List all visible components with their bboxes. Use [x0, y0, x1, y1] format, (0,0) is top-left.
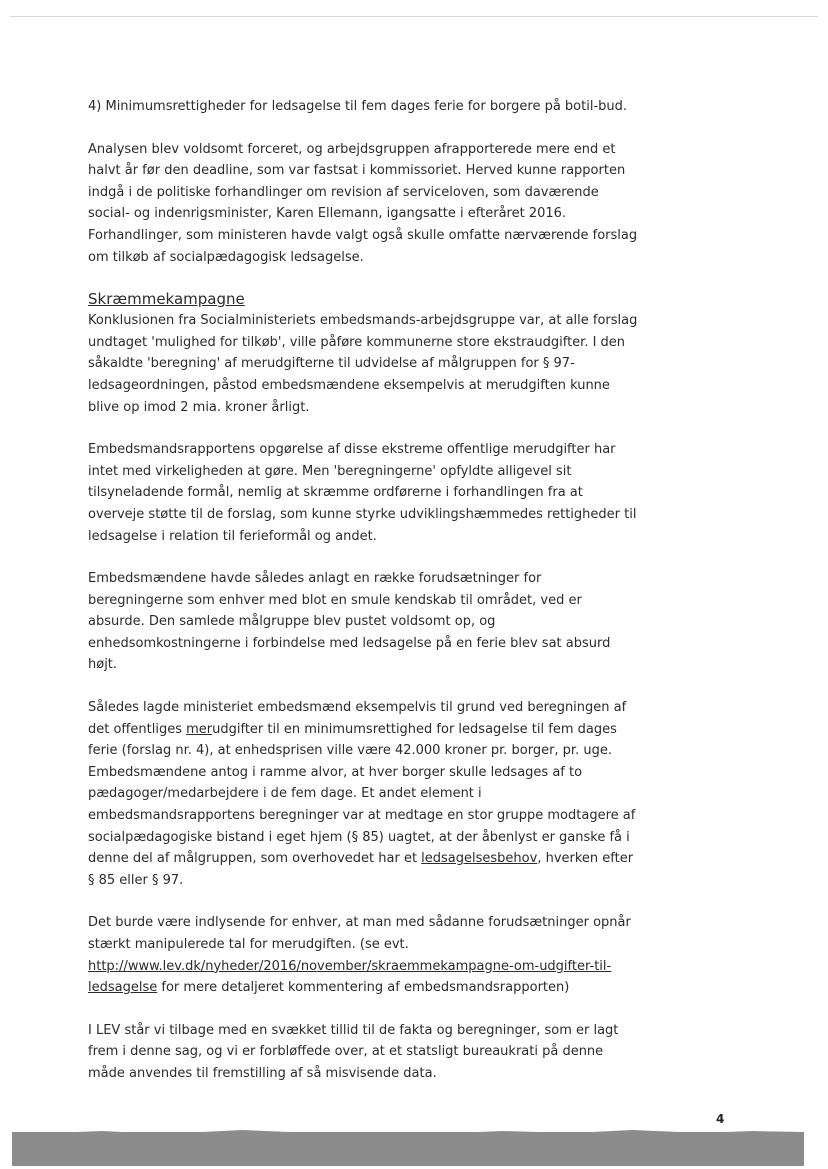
paragraph-4-text-c: , hverken efter § 85 eller § 97.	[88, 851, 634, 888]
lev-article-link[interactable]: http://www.lev.dk/nyheder/2016/november/skraemmekampagne-om-udgifter-til-ledsagelse	[88, 958, 612, 996]
paragraph-4-text-a: Således lagde ministeriet embedsmænd eksempelvis til grund ved beregningen af det offentliges	[88, 700, 627, 737]
section-heading: Skræmmekampagne	[88, 290, 245, 309]
ledsagelsesbehov-underline: ledsagelsesbehov	[421, 851, 538, 867]
list-item-4: 4) Minimumsrettigheder for ledsagelse til fem dages ferie for borgere på botil-bud.	[88, 99, 628, 114]
closing-paragraph: I LEV står vi tilbage med en svækket tillid til de fakta og beregninger, som er lagt frem i denne sag, og vi er forbløffede over, at et statsligt bureaukrati på denne måde anvendes til fremstilling af så misvisende data.	[88, 1022, 619, 1081]
merudgifter-underline: mer	[186, 721, 213, 737]
paragraph-2: Embedsmandsrapportens opgørelse af disse ekstreme offentlige merudgifter har intet med virkeligheden at gøre. Men 'beregningerne' opfyldte alligevel sit tilsyneladende formål, nemlig at skræmme ordførerne i forhandlingen fra at overveje støtte til de forslag, som kunne styrke udviklingshæmmedes rettigheder til ledsagelse i relation til ferieformål og andet.	[88, 442, 637, 544]
page-number: 4	[716, 1112, 725, 1126]
paragraph-5	[88, 912, 638, 998]
paragraph-5-text-b: for mere detaljeret kommentering af embedsmandsrapporten)	[157, 980, 570, 996]
header-rule	[10, 16, 818, 17]
document-body	[88, 96, 638, 1106]
paragraph-1: Konklusionen fra Socialministeriets embedsmands-arbejdsgruppe var, at alle forslag undtaget 'mulighed for tilkøb', ville påføre kommunerne store ekstraudgifter. I den såkaldte 'beregning' af merudgifterne til udvidelse af målgruppen for § 97-ledsageordningen, påstod embedsmændene eksempelvis at merudgiften kunne blive op imod 2 mia. kroner årligt.	[88, 313, 638, 415]
paragraph-5-text-a: Det burde være indlysende for enhver, at man med sådanne forudsætninger opnår stærkt manipulerede tal for merudgiften. (se evt.	[88, 915, 631, 952]
paragraph-3: Embedsmændene havde således anlagt en række forudsætninger for beregningerne som enhver med blot en smule kendskab til området, ved er absurde. Den samlede målgruppe blev pustet voldsomt op, og enhedsomkostningerne i forbindelse med ledsagelse på en ferie blev sat absurd højt.	[88, 571, 611, 673]
footer-bar	[12, 1132, 804, 1166]
paragraph-4-text-b: udgifter til en minimumsrettighed for ledsagelse til fem dages ferie (forslag nr. 4), at enhedsprisen ville være 42.000 kroner pr. borger, pr. uge. Embedsmændene antog i ramme alvor, at hver borger skulle ledsages af to pædagoger/medarbejdere i de fem dage. Et andet element i embedsmandsrapportens beregninger var at medtage en stor gruppe modtagere af socialpædagogiske bistand i eget hjem (§ 85) uagtet, at der åbenlyst er ganske få i denne del af målgruppen, som overhovedet har et	[88, 721, 636, 867]
paragraph-4	[88, 697, 638, 891]
analysis-paragraph: Analysen blev voldsomt forceret, og arbejdsgruppen afrapporterede mere end et halvt år før den deadline, som var fastsat i kommissoriet. Herved kunne rapporten indgå i de politiske forhandlinger om revision af serviceloven, som daværende social- og indenrigsminister, Karen Ellemann, igangsatte i efteråret 2016. Forhandlinger, som ministeren havde valgt også skulle omfatte nærværende forslag om tilkøb af socialpædagogisk ledsagelse.	[88, 141, 638, 265]
